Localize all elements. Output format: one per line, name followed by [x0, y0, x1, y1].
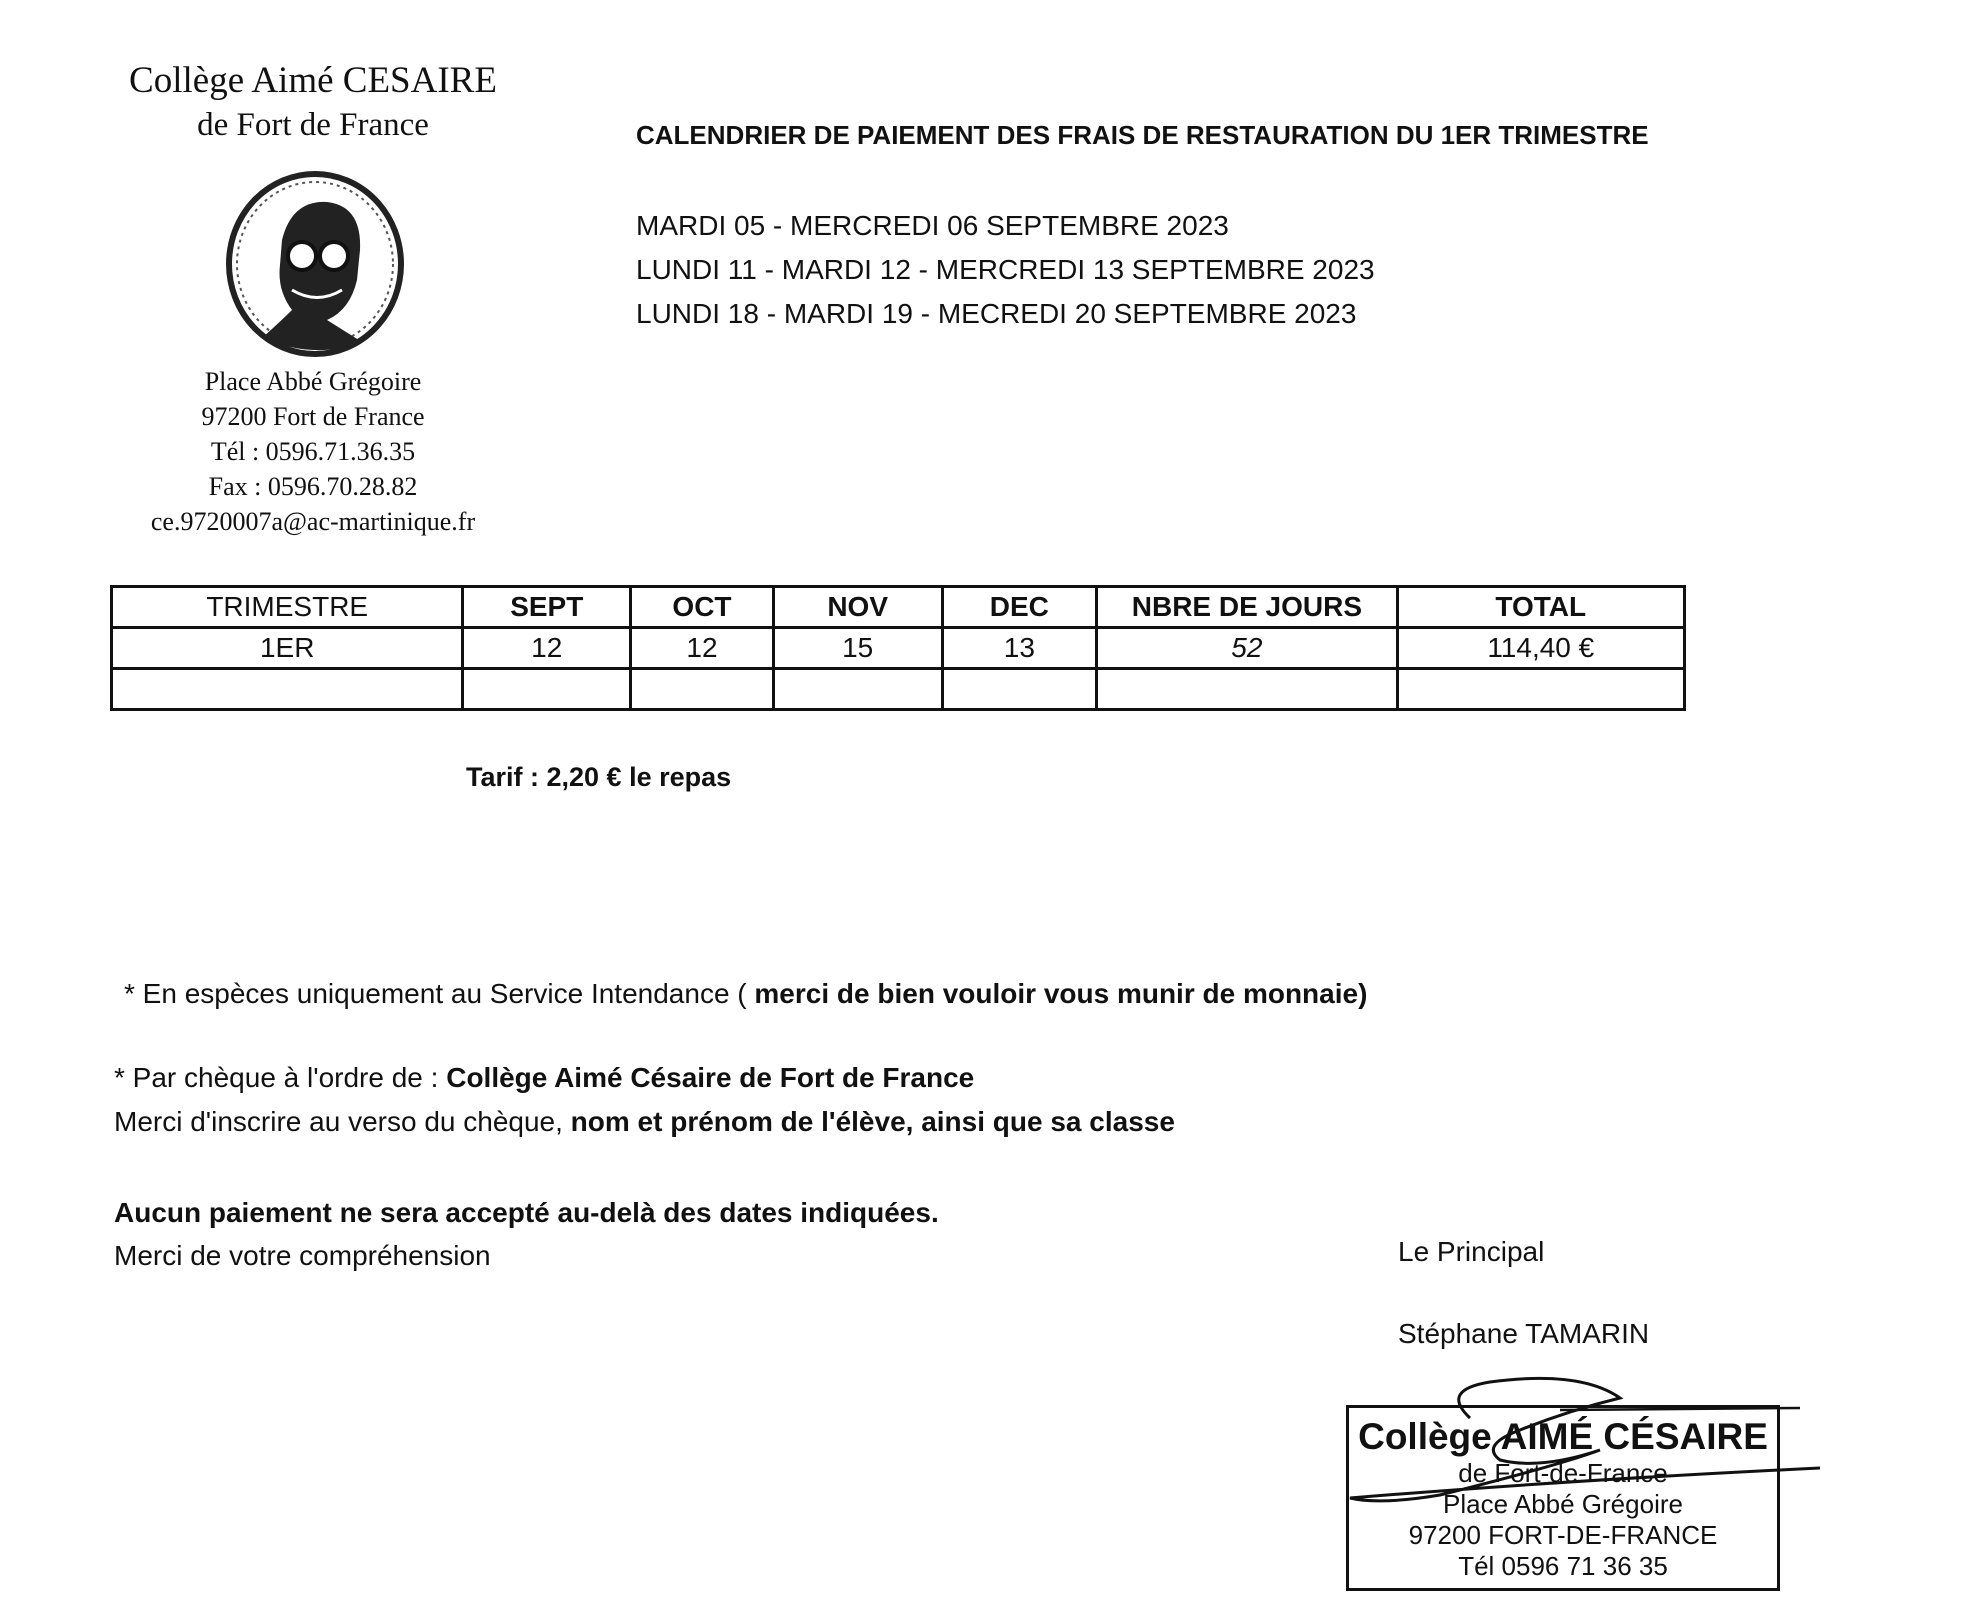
stamp-postcode: 97200 FORT-DE-FRANCE [1408, 1520, 1718, 1550]
header-trimestre: TRIMESTRE [112, 587, 463, 628]
thanks-note: Merci de votre compréhension [114, 1240, 491, 1271]
stamp-school-name: Collège AIMÉ CÉSAIRE [1358, 1416, 1768, 1457]
table-header-row [112, 587, 1685, 628]
cash-note-text: * En espèces uniquement au Service Intendance ( [124, 978, 755, 1009]
school-city: de Fort de France [197, 107, 429, 143]
cash-payment-note [124, 978, 1367, 1010]
header-total: TOTAL [1397, 587, 1684, 628]
deadline-warning: Aucun paiement ne sera accepté au-delà des dates indiquées. [114, 1197, 939, 1228]
cheque-note-text: * Par chèque à l'ordre de : [114, 1062, 447, 1093]
cash-note-bold: merci de bien vouloir vous munir de monnaie) [754, 978, 1368, 1009]
school-name: Collège Aimé CESAIRE [129, 60, 497, 101]
stamp-phone: Tél 0596 71 36 35 [1458, 1551, 1668, 1581]
stamp-city: de Fort-de-France [1458, 1458, 1668, 1488]
address-email: ce.9720007a@ac-martinique.fr [150, 507, 476, 536]
cell-nbre-jours: 52 [1097, 628, 1397, 669]
verso-note-bold: nom et prénom de l'élève, ainsi que sa classe [570, 1106, 1175, 1137]
principal-signature [1320, 1370, 1840, 1510]
cell-empty [1097, 669, 1397, 710]
document-title: CALENDRIER DE PAIEMENT DES FRAIS DE RESTAURATION DU 1ER TRIMESTRE [636, 120, 1649, 150]
address-city: 97200 Fort de France [201, 402, 425, 431]
cell-empty [1397, 669, 1684, 710]
address-phone: Tél : 0596.71.36.35 [210, 437, 416, 466]
signatory-title: Le Principal [1398, 1236, 1545, 1267]
cell-oct: 12 [631, 628, 774, 669]
payment-date-line: MARDI 05 - MERCREDI 06 SEPTEMBRE 2023 [636, 210, 1229, 241]
cell-empty [773, 669, 942, 710]
table-row [112, 628, 1685, 669]
cheque-payment-note [114, 1062, 974, 1094]
header-nov: NOV [773, 587, 942, 628]
address-fax: Fax : 0596.70.28.82 [208, 472, 418, 501]
cell-empty [112, 669, 463, 710]
verso-note-text: Merci d'inscrire au verso du chèque, [114, 1106, 571, 1137]
cell-dec: 13 [942, 628, 1097, 669]
cell-empty [463, 669, 631, 710]
founder-portrait-emblem [222, 170, 408, 358]
cell-empty [942, 669, 1097, 710]
payment-date-line: LUNDI 11 - MARDI 12 - MERCREDI 13 SEPTEMBRE 2023 [636, 254, 1375, 285]
cell-empty [631, 669, 774, 710]
cell-total: 114,40 € [1397, 628, 1684, 669]
fees-table [110, 585, 1686, 711]
signatory-name: Stéphane TAMARIN [1398, 1318, 1650, 1349]
cell-nov: 15 [773, 628, 942, 669]
payment-dates [636, 204, 1375, 336]
header-oct: OCT [631, 587, 774, 628]
school-address [118, 364, 508, 539]
meal-price: Tarif : 2,20 € le repas [466, 762, 732, 792]
cell-sept: 12 [463, 628, 631, 669]
stamp-street: Place Abbé Grégoire [1443, 1489, 1683, 1519]
header-sept: SEPT [463, 587, 631, 628]
table-row [112, 669, 1685, 710]
address-street: Place Abbé Grégoire [204, 367, 422, 396]
cheque-payee: Collège Aimé Césaire de Fort de France [446, 1062, 975, 1093]
header-dec: DEC [942, 587, 1097, 628]
cheque-verso-note [114, 1106, 1175, 1138]
payment-date-line: LUNDI 18 - MARDI 19 - MECREDI 20 SEPTEMBRE 2023 [636, 298, 1357, 329]
cell-trimestre: 1ER [112, 628, 463, 669]
header-nbre-jours: NBRE DE JOURS [1097, 587, 1397, 628]
